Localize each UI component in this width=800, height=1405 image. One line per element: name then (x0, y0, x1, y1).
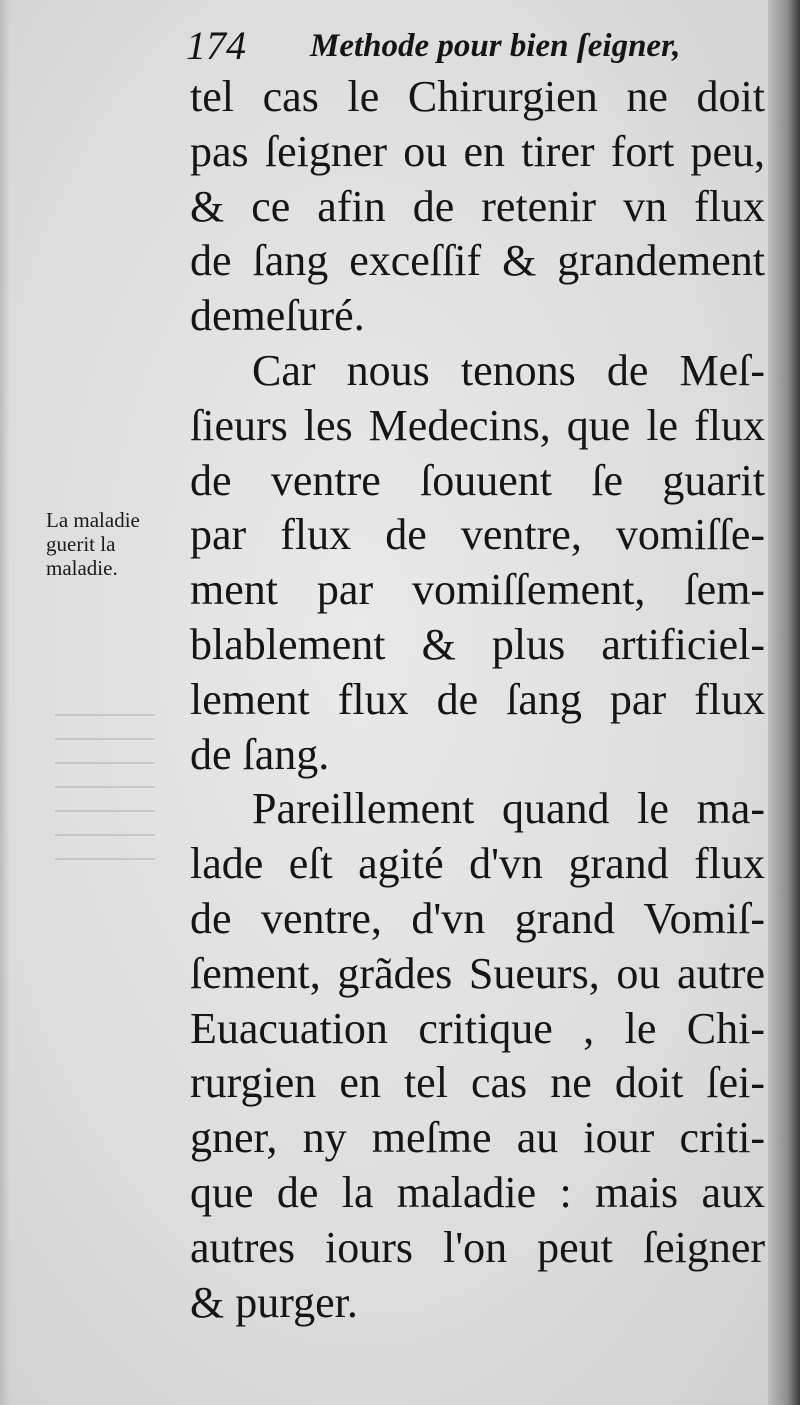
page-left-edge (0, 0, 10, 1405)
text-line: ment par vomiſſement, ſem- (190, 565, 765, 615)
text-line: lement flux de ſang par flux (190, 674, 765, 724)
text-line: rurgien en tel cas ne doit ſei- (190, 1058, 765, 1108)
text-line: demeſuré. (190, 291, 365, 341)
page-header (186, 22, 706, 72)
text-line: de ſang exceſſif & grandement (190, 236, 765, 286)
page-number: 174 (186, 23, 246, 68)
text-line: que de la maladie : mais aux (190, 1167, 765, 1217)
text-line: de ſang. (190, 729, 330, 779)
text-line: Pareillement quand le ma- (252, 784, 765, 834)
margin-note (46, 508, 186, 580)
body-text (190, 70, 765, 1330)
text-line: Euacuation critique , le Chi- (190, 1003, 765, 1053)
text-line: & purger. (190, 1277, 358, 1327)
text-line: de ventre ſouuent ſe guarit (190, 455, 765, 505)
text-line: par flux de ventre, vomiſſe- (190, 510, 765, 560)
margin-note-line: guerit la (46, 532, 116, 556)
text-line: ſement, grãdes Sueurs, ou autre (190, 948, 765, 998)
text-line: ſieurs les Medecins, que le flux (190, 400, 765, 450)
text-line: autres iours l'on peut ſeigner (190, 1222, 765, 1272)
text-line: & ce afin de retenir vn flux (190, 181, 765, 231)
text-line: tel cas le Chirurgien ne doit (190, 72, 765, 121)
text-line: gner, ny meſme au iour criti- (190, 1113, 765, 1163)
page-right-edge-shadow (768, 0, 800, 1405)
bleed-through-shadow (55, 700, 155, 860)
text-line: lade eſt agité d'vn grand flux (190, 839, 765, 889)
text-line: de ventre, d'vn grand Vomiſ- (190, 893, 765, 943)
text-line: blablement & plus artificiel- (190, 619, 765, 669)
running-title: Methode pour bien ſeigner, (310, 28, 681, 64)
text-line: pas ſeigner ou en tirer fort peu, (190, 126, 765, 176)
margin-note-line: La maladie (46, 508, 140, 532)
text-line: Car nous tenons de Meſ- (252, 345, 765, 395)
margin-note-line: maladie. (46, 556, 118, 580)
